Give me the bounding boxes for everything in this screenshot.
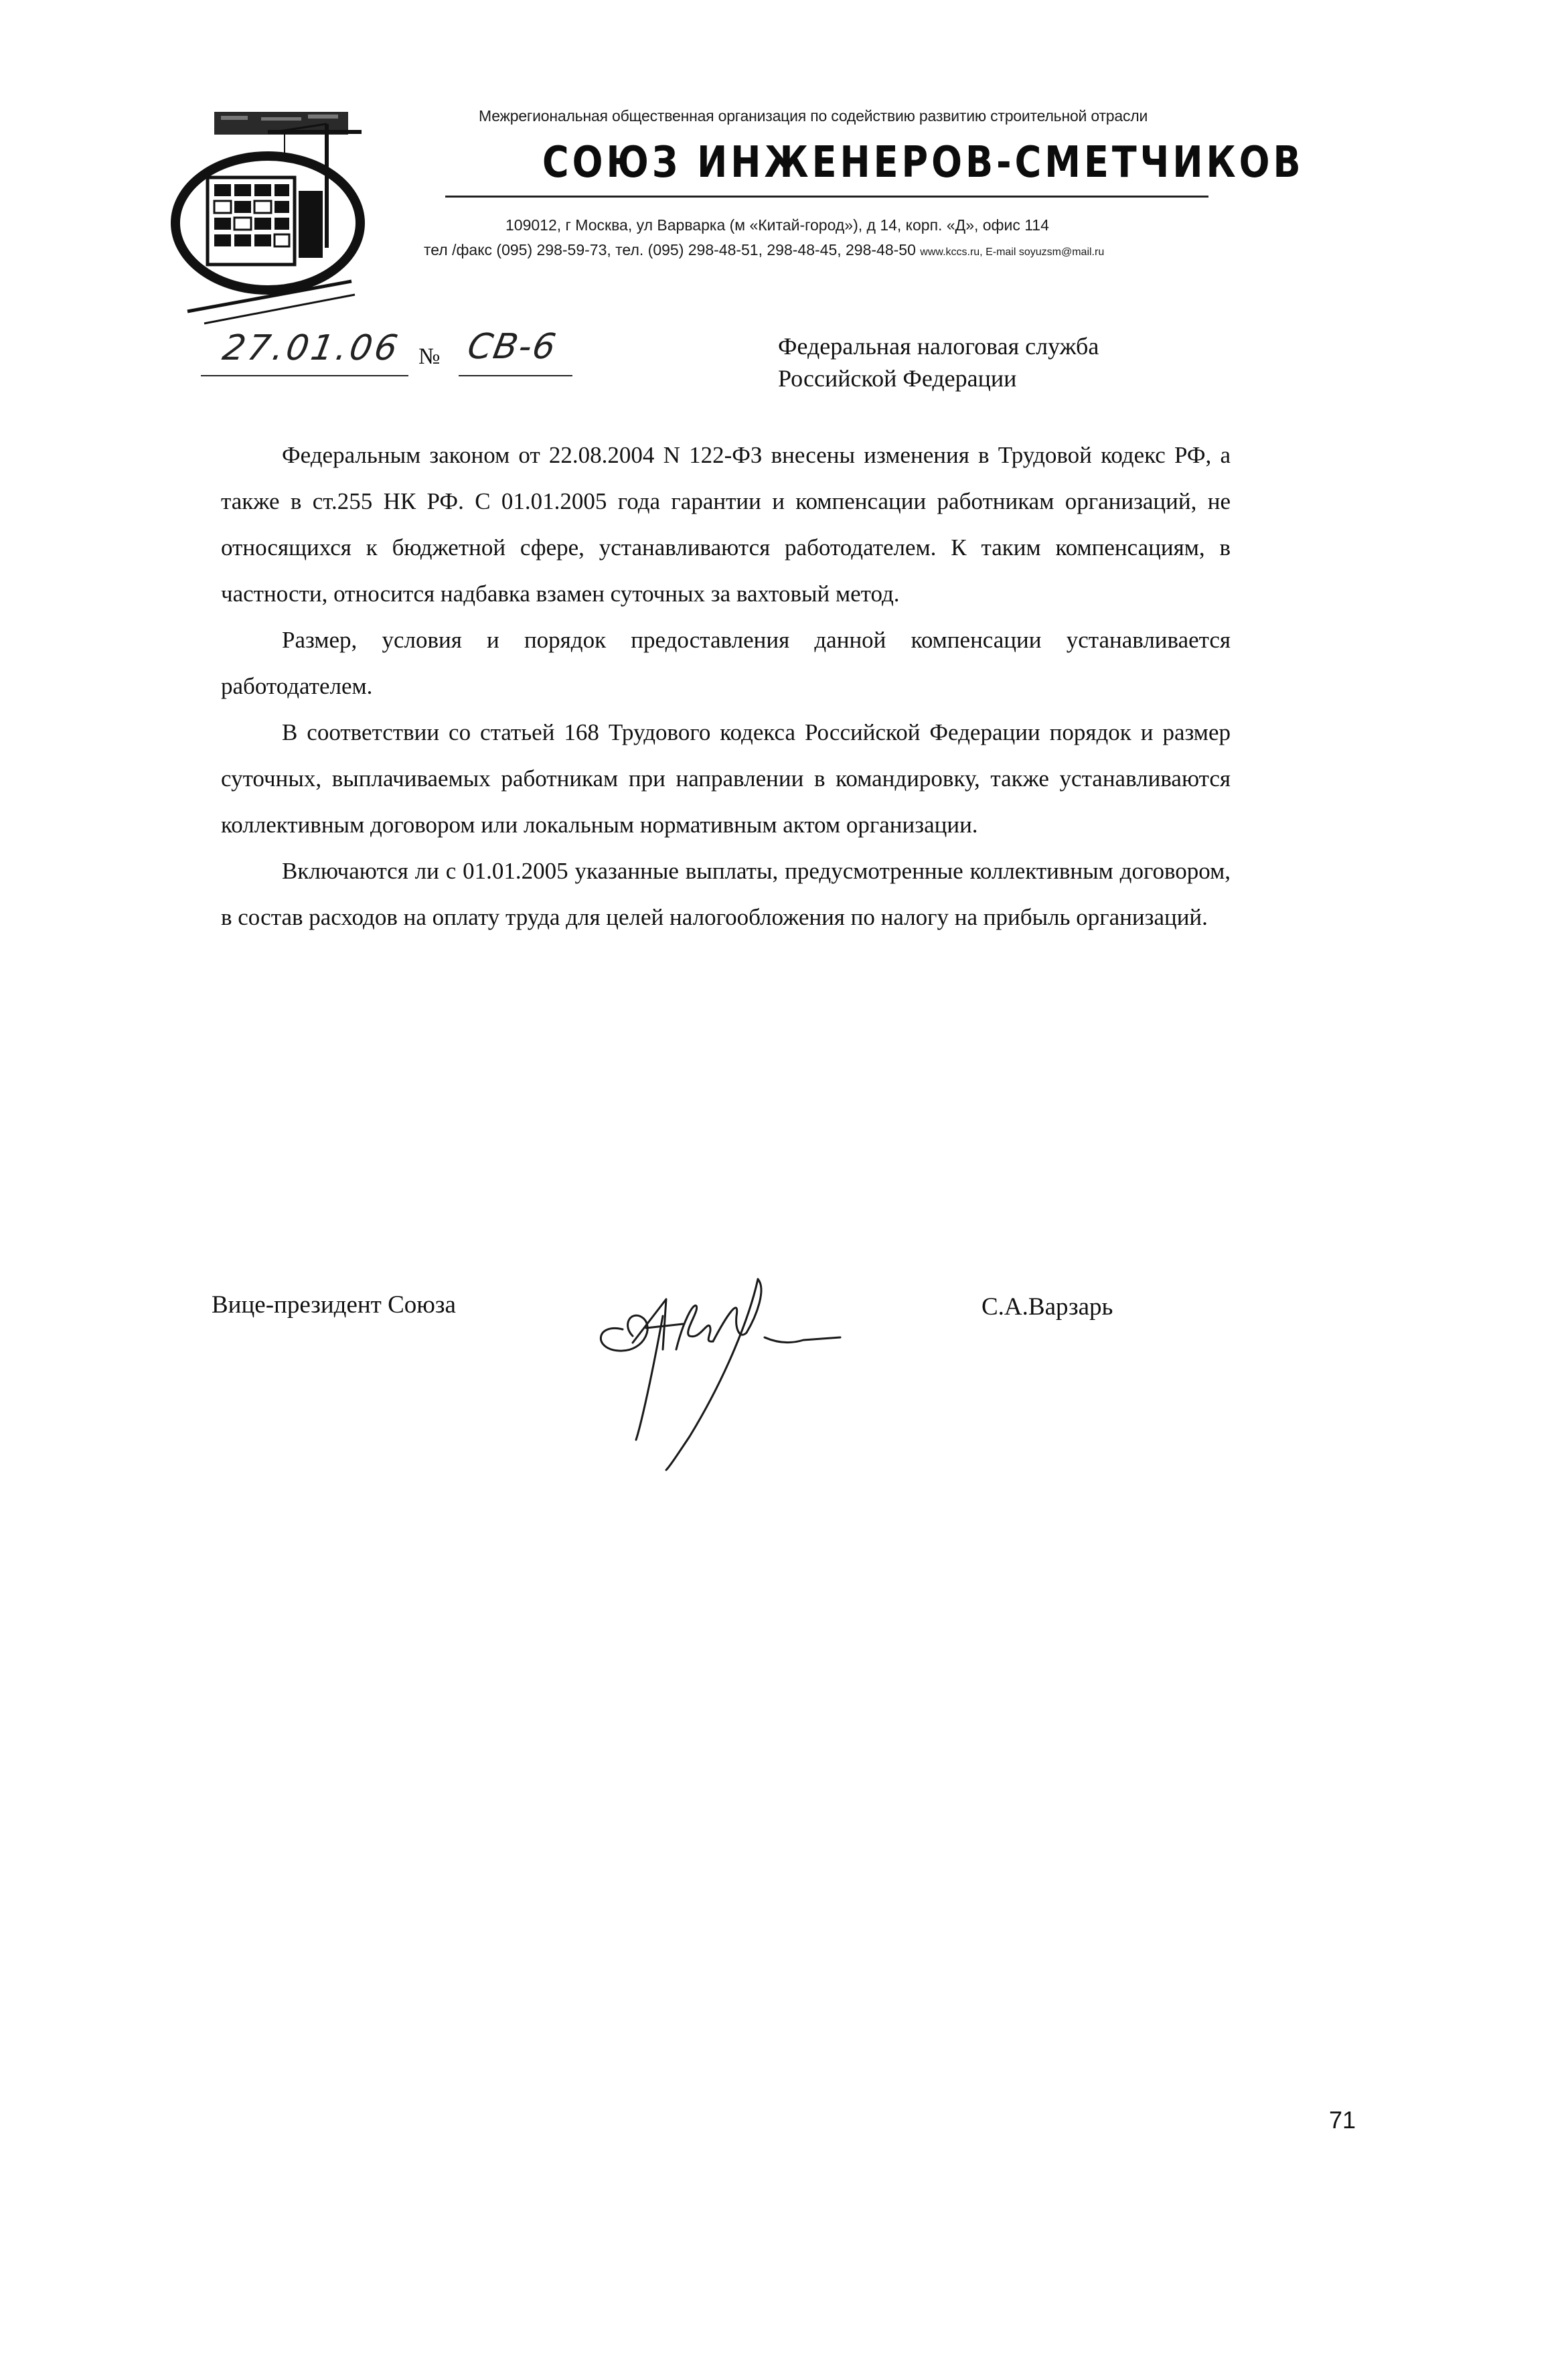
org-address: 109012, г Москва, ул Варварка (м «Китай-город»), д 14, корп. «Д», офис 114 bbox=[505, 216, 1049, 234]
reference-date-underline bbox=[201, 375, 408, 376]
letterhead-divider bbox=[445, 196, 1208, 198]
signer-name: С.А.Варзарь bbox=[982, 1293, 1113, 1321]
org-name: СОЮЗ ИНЖЕНЕРОВ-СМЕТЧИКОВ bbox=[542, 137, 1304, 188]
org-phones: тел /факс (095) 298-59-73, тел. (095) 298-48-51, 298-48-45, 298-48-50 bbox=[424, 241, 916, 258]
letter-body bbox=[221, 432, 1231, 940]
org-contacts bbox=[424, 241, 1104, 259]
building-crane-logo-icon bbox=[167, 110, 368, 338]
reference-date: 27.01.06 bbox=[219, 328, 404, 368]
recipient-block bbox=[778, 330, 1099, 394]
handwritten-signature-icon bbox=[582, 1276, 884, 1477]
body-paragraph: В соответствии со статьей 168 Трудового кодекса Российской Федерации порядок и размер суточных, выплачиваемых работникам при направлении в командировку, также устанавливаются коллективным договором или локальным нормативным актом организации. bbox=[221, 719, 1231, 838]
body-paragraph: Включаются ли с 01.01.2005 указанные выплаты, предусмотренные коллективным договором, в состав расходов на оплату труда для целей налогообложения по налогу на прибыль организаций. bbox=[221, 858, 1231, 930]
reference-number: СВ-6 bbox=[464, 327, 560, 367]
reference-number-sign: № bbox=[418, 344, 441, 369]
recipient-line-1: Федеральная налоговая служба bbox=[778, 333, 1099, 360]
page-number: 71 bbox=[1329, 2106, 1356, 2134]
org-subtitle: Межрегиональная общественная организация по содействию развитию строительной отрасли bbox=[479, 107, 1148, 125]
reference-number-underline bbox=[459, 375, 572, 376]
recipient-line-2: Российской Федерации bbox=[778, 365, 1017, 392]
signer-title: Вице-президент Союза bbox=[212, 1291, 456, 1319]
body-paragraph: Размер, условия и порядок предоставления данной компенсации устанавливается работодателем. bbox=[221, 627, 1231, 699]
body-paragraph: Федеральным законом от 22.08.2004 N 122-ФЗ внесены изменения в Трудовой кодекс РФ, а также в ст.255 НК РФ. С 01.01.2005 года гарантии и компенсации работникам организаций, не относящихся к бюджетной сфере, устанавливаются работодателем. К таким компенсациям, в частности, относится надбавка взамен суточных за вахтовый метод. bbox=[221, 442, 1231, 607]
org-web-email: www.kccs.ru, E-mail soyuzsm@mail.ru bbox=[920, 246, 1105, 258]
